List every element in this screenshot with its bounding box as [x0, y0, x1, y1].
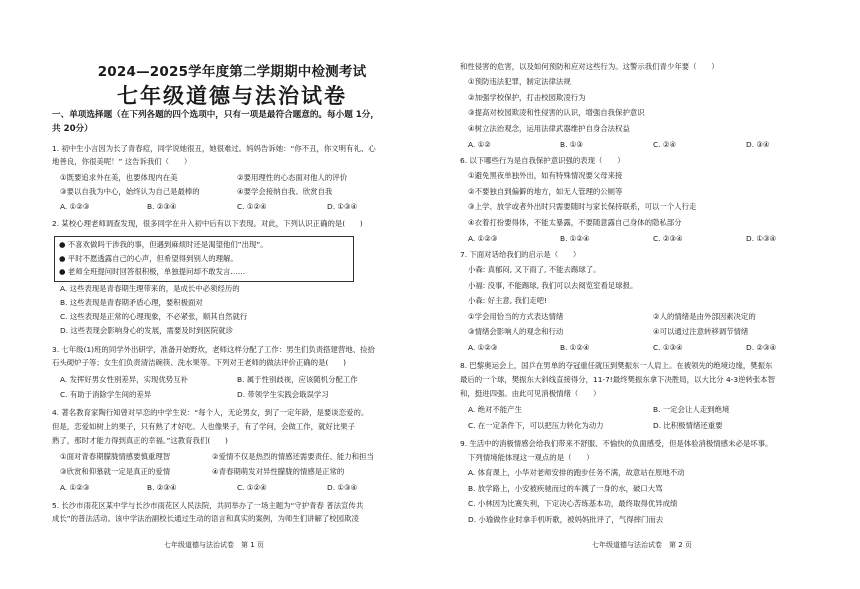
exam-title-line1: 2024—2025学年度第二学期期中检测考试 [97, 64, 367, 80]
q7-item-1: ①学会用恰当的方式表达情绪 [468, 312, 564, 321]
q2-stem: 2. 某校心理老师调查发现，很多同学在升入初中后有以下表现。对此，下列认识正确的是( ) [52, 219, 363, 228]
exam-title-line2: 七年级道德与法治试卷 [117, 83, 347, 108]
q1-item-4: ④要学会接纳自我、欣赏自我 [237, 187, 333, 196]
q1-choice-d[interactable]: D. ①③④ [327, 202, 358, 211]
q2-choice-c[interactable]: C. 这些表现是正常的心理现象，不必紧张，顺其自然就行 [60, 312, 248, 321]
q8-choice-b[interactable]: B. 一定会让人走到绝境 [653, 405, 730, 414]
q9-stem-cont: 下列情境能体现这一观点的是（ ） [468, 453, 594, 462]
q7-dialog-1: 小森: 真郁闷, 又下雨了, 不能去踢球了。 [468, 265, 601, 274]
q3-choice-a[interactable]: A. 发挥好男女性别差异，实现优势互补 [60, 375, 188, 384]
q7-item-4: ④可以通过注意转移调节情绪 [653, 327, 749, 336]
q6-item-2: ②不要独自到偏僻的地方，如无人管理的公厕等 [468, 187, 623, 196]
q2-info-box [54, 236, 354, 282]
q5-item-3: ③提高对校园欺凌和性侵害的认识，增强自我保护意识 [468, 108, 645, 117]
q2-box-line-3: ● 老师全班提问时回答很积极，单独提问却不敢发言…… [59, 267, 246, 276]
q6-item-1: ①避免黑夜单独外出，如有特殊情况要父母来接 [468, 171, 623, 180]
q6-choice-d[interactable]: D. ①③④ [746, 234, 777, 243]
q7-choice-d[interactable]: D. ②③④ [746, 343, 777, 352]
q4-choice-a[interactable]: A. ①②③ [60, 483, 90, 492]
q6-item-3: ③上学、放学或者外出时只需要随时与家长保持联系，可以一个人行走 [468, 202, 697, 211]
q4-stem: 4. 著名教育家陶行知曾对早恋的中学生说：“每个人，无论男女，到了一定年龄，是要谈恋爱的。 [52, 408, 369, 417]
q7-choice-c[interactable]: C. ①③④ [653, 343, 683, 352]
q7-choice-a[interactable]: A. ①②③ [468, 343, 498, 352]
q1-choice-a[interactable]: A. ①②③ [60, 202, 90, 211]
q7-dialog-3: 小森: 好主意, 我们走吧! [468, 296, 548, 305]
q9-choice-a[interactable]: A. 体育课上，小华对老师安排的跑步任务不满，故意站在原地不动 [468, 468, 685, 477]
q9-stem: 9. 生活中的消极情感会给我们带来不舒服、不愉快的负面感受，但是体验消极情感未必是坏事。 [460, 439, 773, 448]
q7-stem: 7. 下面对话给我们的启示是（ ） [460, 250, 581, 259]
q5-stem-cont-2: 和性侵害的危害，以及如何预防和应对这些行为。这警示我们青少年要（ ） [460, 62, 719, 71]
q5-choice-a[interactable]: A. ①② [468, 140, 491, 149]
q4-choice-d[interactable]: D. ①③④ [327, 483, 358, 492]
q4-item-4: ④青春期萌发对异性朦胧的情感是正常的 [212, 467, 345, 476]
q2-box-line-2: ● 平时不愿透露自己的心声，但希望得到别人的理解。 [59, 254, 238, 263]
q2-choice-a[interactable]: A. 这些表现是青春期生理带来的，是成长中必须经历的 [60, 284, 240, 293]
q1-choice-b[interactable]: B. ②③④ [147, 202, 177, 211]
q1-item-1: ①既要追求外在美，也要体现内在美 [60, 173, 178, 182]
q5-choice-c[interactable]: C. ②④ [653, 140, 677, 149]
q8-choice-a[interactable]: A. 绝对不能产生 [468, 405, 522, 414]
q4-item-3: ③欣赏和仰慕就一定是真正的爱情 [60, 467, 171, 476]
q8-stem-cont-1: 最后的一个球，樊振东大斜线直接得分，11-7!最终樊振东拿下决胜局，以大比分 4-3逆转张本智 [460, 375, 776, 384]
q3-stem: 3. 七年级(1)班的同学外出研学，准备开始野炊，老师这样分配了工作：男生们负责搭建营地、捡拾 [52, 345, 375, 354]
q6-choice-a[interactable]: A. ①②③ [468, 234, 498, 243]
q8-choice-d[interactable]: D. 比积极情绪还重要 [653, 421, 723, 430]
section-heading: 一、单项选择题（在下列各题的四个选项中，只有一项是最符合题意的。每小题 1分， [52, 110, 379, 120]
q7-item-2: ②人的情绪是由外部因素决定的 [653, 312, 756, 321]
q7-item-3: ③情绪会影响人的观念和行动 [468, 327, 564, 336]
q4-item-1: ①面对青春期朦胧情感要慎重理智 [60, 452, 171, 461]
q5-item-1: ①预防违法犯罪，制定法律法规 [468, 77, 571, 86]
q5-stem-cont: 成长”的普法活动。该中学法治副校长通过生动的语言和真实的案例，为师生们讲解了校园欺凌 [52, 514, 359, 523]
page-1-footer: 七年级道德与法治试卷 第 1 页 [164, 541, 264, 549]
q8-choice-c[interactable]: C. 在一定条件下，可以把压力转化为动力 [468, 421, 604, 430]
q1-item-3: ③要以自我为中心，始终认为自己是最棒的 [60, 187, 200, 196]
q2-choice-d[interactable]: D. 这些表现会影响身心的发展，需要及时到医院就诊 [60, 326, 233, 335]
q7-choice-b[interactable]: B. ①②④ [560, 343, 590, 352]
q6-item-4: ④衣着打扮要得体，不能太暴露，不要随意露自己身体的隐私部分 [468, 218, 682, 227]
section-heading-cont: 共 20分） [52, 124, 93, 134]
q2-box-line-1: ● 不喜欢做吗干涉我的事，但遇到麻烦时还是渴望他们”出现”。 [59, 240, 268, 249]
q5-item-4: ④树立法治观念，运用法律武器维护自身合法权益 [468, 124, 630, 133]
q7-dialog-2: 小福: 没事, 不能踢球, 我们可以去阅览室看足球报。 [468, 281, 638, 290]
page-2 [430, 0, 860, 589]
q1-stem: 1. 初中生小言因为长了青春痘，同学说她很丑，她很难过。妈妈告诉她：“你不丑，你文明有礼、心 [52, 144, 376, 153]
q5-choice-d[interactable]: D. ③④ [746, 140, 770, 149]
q3-choice-b[interactable]: B. 属于性别歧视，应该随机分配工作 [237, 375, 358, 384]
q6-choice-c[interactable]: C. ②③④ [653, 234, 683, 243]
q9-choice-d[interactable]: D. 小瑜做作业时拿手机听歌，被妈妈批评了，气得摔门而去 [468, 515, 664, 524]
q1-choice-c[interactable]: C. ①②④ [237, 202, 267, 211]
q1-stem-cont: 地善良，你很美呢！” 这告诉我们（ ） [52, 157, 192, 166]
q9-choice-c[interactable]: C. 小林因为比赛失利，下定决心苦练基本功，最终取得优异成绩 [468, 499, 678, 508]
q4-stem-cont-1: 但是，恋爱如树上的果子，只有熟了才好吃。人也像果子，有了学问，会做工作，就好比果子 [52, 422, 356, 431]
q3-choice-c[interactable]: C. 有助于消除学生间的差异 [60, 390, 152, 399]
q8-stem: 8. 巴黎奥运会上，国乒在男单的夺冠重任就压到樊振东一人肩上。在被领先的绝境边缘，樊振东 [460, 361, 773, 370]
page-2-footer: 七年级道德与法治试卷 第 2 页 [592, 541, 692, 549]
q4-choice-c[interactable]: C. ①②④ [237, 483, 267, 492]
q6-stem: 6. 以下哪些行为是自我保护意识强的表现（ ） [460, 156, 625, 165]
q3-choice-d[interactable]: D. 带领学生实践会戢误学习 [237, 390, 329, 399]
q5-choice-b[interactable]: B. ①③ [560, 140, 584, 149]
q9-choice-b[interactable]: B. 放学路上，小安被疾驰而过的车溅了一身的水，破口大骂 [468, 484, 663, 493]
q4-stem-cont-2: 熟了，那时才能力得到真正的幸福。”这教育我们( ) [52, 436, 228, 445]
q6-choice-b[interactable]: B. ①②④ [560, 234, 590, 243]
q8-stem-cont-2: 和，挺进四强。由此可见消极情绪（ ） [460, 389, 601, 398]
q5-item-2: ②加强学校保护，打击校园欺凌行为 [468, 93, 586, 102]
q3-stem-cont: 石头砌炉子等；女生们负责清洁碗筷、洗水果等。下列对王老师的做法评价正确的是( ) [52, 358, 347, 367]
q2-choice-b[interactable]: B. 这些表现是青春期矛盾心理，要积极面对 [60, 298, 203, 307]
q1-item-2: ②要用理性的心态面对他人的评价 [237, 173, 348, 182]
q4-choice-b[interactable]: B. ②③④ [147, 483, 177, 492]
q4-item-2: ②爱情不仅是热烈的情感还需要责任、能力和担当 [212, 452, 374, 461]
q5-stem: 5. 长沙市雨花区某中学与长沙市雨花区人民法院，共同举办了一场主题为“守护青春 普法宣传共 [52, 501, 364, 510]
